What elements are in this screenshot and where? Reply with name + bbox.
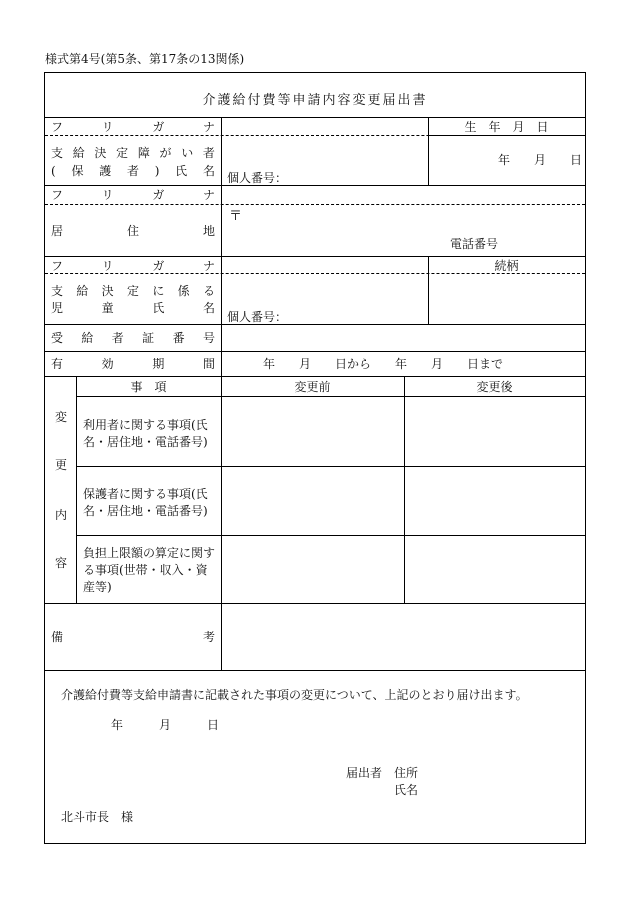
submitter-name-label: 氏名 [394,783,419,797]
furigana-label-1: フ リ ガ ナ [51,120,215,134]
remarks-field[interactable] [225,606,581,667]
furigana-label-2: フ リ ガ ナ [51,188,215,202]
after-field-guardian[interactable] [407,469,581,532]
col-header-before: 変更前 [294,380,331,394]
birth-date-value: 年 月 日 [498,153,583,167]
remarks-label: 備 考 [51,630,215,644]
address-label: 居 住 地 [51,224,215,238]
after-field-user[interactable] [407,399,581,463]
declaration-text: 介護給付費等支給申請書に記載された事項の変更について、上記のとおり届け出ます。 [61,688,528,702]
col-header-after: 変更後 [476,380,513,394]
form-title: 介護給付費等申請内容変更届出書 [202,93,428,108]
personal-number-label-2: 個人番号： [227,310,288,324]
child-name-field[interactable] [227,275,425,322]
before-field-cost-limit[interactable] [225,538,401,600]
applicant-name-field[interactable] [227,137,425,183]
col-header-item: 事 項 [130,380,167,394]
after-field-cost-limit[interactable] [407,538,581,600]
date-line: 年 月 日 [111,718,220,732]
change-side-label-2: 更 [55,458,68,472]
before-field-guardian[interactable] [225,469,401,532]
postal-mark: 〒 [229,209,243,224]
furigana-label-3: フ リ ガ ナ [51,259,215,273]
submitter-label: 届出者 [346,766,383,780]
change-side-label-1: 変 [55,410,68,424]
child-label-line1: 支 給 決 定 に 係 る [51,284,215,298]
change-item-guardian: 保護者に関する事項(氏名・居住地・電話番号) [83,487,208,518]
change-item-user: 利用者に関する事項(氏名・居住地・電話番号) [83,418,208,449]
addressee: 北斗市長 様 [61,810,134,824]
birth-date-label: 生 年 月 日 [464,120,549,134]
child-label-line2: 児 童 氏 名 [51,301,215,315]
personal-number-label-1: 個人番号： [227,171,288,185]
change-item-cost-limit: 負担上限額の算定に関する事項(世帯・収入・資産等) [83,546,216,594]
relationship-field[interactable] [431,275,581,322]
change-side-label-3: 内 [55,508,68,522]
relationship-label: 続柄 [494,259,519,273]
recipient-cert-field[interactable] [227,326,579,349]
before-field-user[interactable] [225,399,401,463]
phone-label: 電話番号 [450,237,499,251]
form-frame [44,72,586,844]
recipient-cert-label: 受 給 者 証 番 号 [51,331,215,345]
validity-value: 年 月 日から 年 月 日まで [263,357,504,371]
label-column-divider [221,117,222,670]
validity-label: 有 効 期 間 [51,357,215,371]
applicant-label-line2: ( 保 護 者 ) 氏 名 [51,164,215,178]
applicant-label-line1: 支 給 決 定 障 が い 者 [51,146,215,160]
change-side-label-4: 容 [55,556,68,570]
submitter-address-label: 住所 [394,766,419,780]
address-field[interactable] [227,206,579,254]
form-number-note: 様式第4号(第5条、第17条の13関係) [45,52,245,66]
